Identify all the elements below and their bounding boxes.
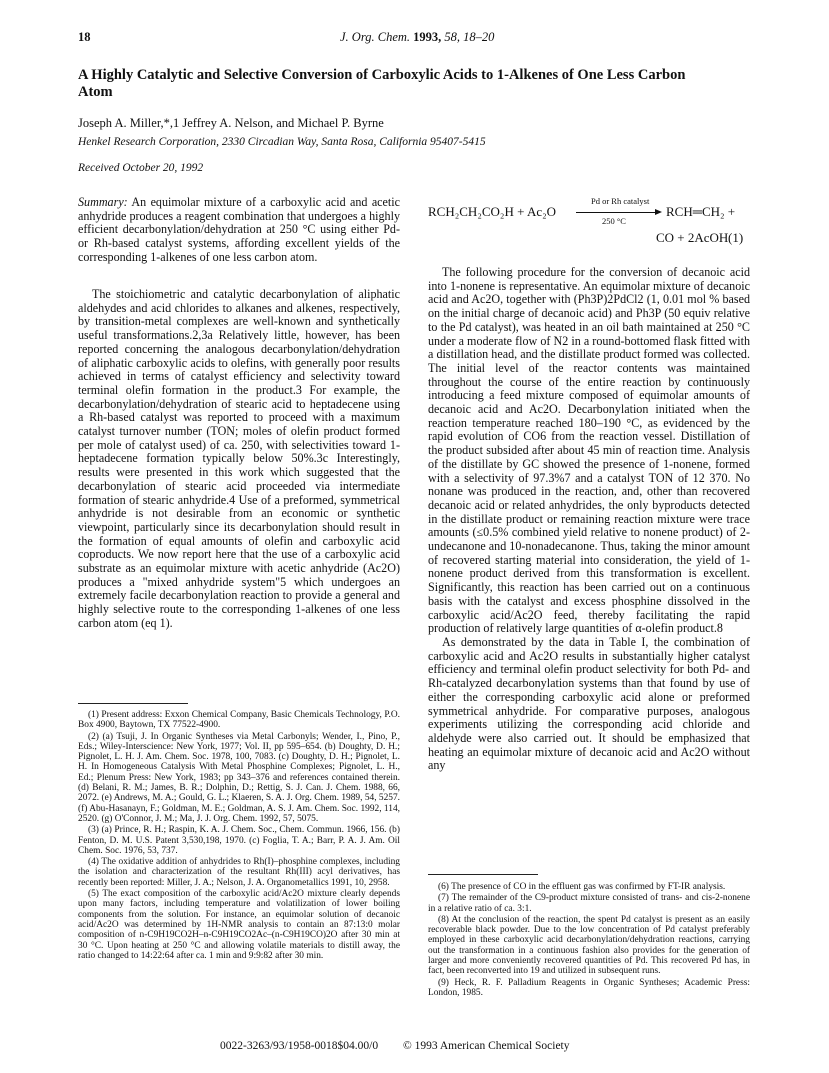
affiliation: Henkel Research Corporation, 2330 Circadian Way, Santa Rosa, California 95407-5415 — [78, 136, 486, 148]
reaction-arrow — [576, 212, 658, 213]
received-date: Received October 20, 1992 — [78, 162, 204, 174]
footnote: (9) Heck, R. F. Palladium Reagents in Organic Syntheses; Academic Press: London, 1985. — [428, 977, 750, 998]
summary-label: Summary: — [78, 195, 128, 209]
equation-catalyst-label: Pd or Rh catalyst — [591, 196, 650, 206]
footnote: (4) The oxidative addition of anhydrides to Rh(I)–phosphine complexes, including the isolation and characterization of the resultant Rh(III) acyl derivatives, has recently been reported: Miller, J. A.; Nelson, J. A. Organometallics 1991, 10, 2958. — [78, 857, 400, 888]
body-paragraph: The following procedure for the conversion of decanoic acid into 1-nonene is representative. An equimolar mixture of decanoic acid and Ac2O, together with (Ph3P)2PdCl2 (1, 0.01 mol % based on the initial charge of decanoic acid) and Ph3P (50 equiv relative to the Pd catalyst), was heated in an oil bath maintained at 250 °C under a moderate flow of N2 in a round-bottomed flask fitted with a distillation head, and the distillate product formed was collected. The initial level of the reactor contents was maintained throughout the course of the entire reaction by continuously introducing a feed mixture composed of equimolar amounts of decanoic acid and Ac2O. Decarbonylation initiated when the reaction temperature reached 180–190 °C, as evidenced by the rapid evolution of CO6 from the reaction vessel. Distillation of the product subsided after about 45 min of reaction time. Analysis of the distillate by GC showed the presence of 1-nonene, formed with a selectivity of 97.3%7 and a catalyst TON of 12 370. No nonane was produced in the reaction, and, other than recovered decanoic acid or related anhydrides, the only byproducts detected in the distillate product or remaining reaction mixture were trace amounts (≤0.5% combined yield relative to nonene product) of 2-undecanone and 10-nonadecanone. Thus, taking the minor amount of recovered starting material into consideration, the yield of 1-nonene product derived from this transformation is excellent. Significantly, this reaction has been carried out on a continuous basis with the catalyst and excess phosphine dissolved in the carboxylic acid/Ac2O feed, thereby facilitating the rapid production of relatively large quantities of α-olefin product.8 — [428, 265, 750, 636]
reaction-equation — [428, 196, 750, 256]
page-footer — [220, 1040, 570, 1052]
footnote: (7) The remainder of the C9-product mixture consisted of trans- and cis-2-nonene in a relative ratio of ca. 3:1. — [428, 893, 750, 914]
footnotes-left — [78, 710, 400, 962]
footnote: (3) (a) Prince, R. H.; Raspin, K. A. J. Chem. Soc., Chem. Commun. 1966, 156. (b) Fenton, D. M. U.S. Patent 3,530,198, 1970. (c) Foglia, T. A.; Barr, P. A. J. Am. Oil Chem. Soc. 1976, 53, 737. — [78, 825, 400, 856]
article-title: A Highly Catalytic and Selective Conversion of Carboxylic Acids to 1-Alkenes of One Less Carbon Atom — [78, 67, 686, 100]
article-code: 0022-3263/93/1958-0018$04.00/0 — [220, 1040, 379, 1052]
page-number: 18 — [78, 30, 91, 44]
summary-text: An equimolar mixture of a carboxylic acid and acetic anhydride produces a reagent combination that undergoes a highly efficient decarbonylation/dehydration at 250 °C using either Pd- or Rh-based catalyst systems, affording excellent yields of the corresponding 1-alkenes of one less carbon atom. — [78, 195, 401, 264]
footnote: (1) Present address: Exxon Chemical Company, Basic Chemicals Technology, P.O. Box 4900, Baytown, TX 77522-4900. — [78, 710, 400, 731]
equation-reactants: RCH₂CH₂CO₂H + Ac₂O — [428, 204, 557, 219]
body-paragraph: The stoichiometric and catalytic decarbonylation of aliphatic aldehydes and acid chlorides to alkanes and alkenes, respectively, by transition-metal complexes are well-known and synthetically useful transformations.2,3a Relatively little, however, has been reported concerning the analogous decarbonylation/dehydration of aliphatic carboxylic acids to olefins, with generally poor results achieved in terms of catalyst efficiency and selectivity toward terminal olefin formation in the product.3 For example, the decarbonylation/dehydration of stearic acid to heptadecene using a Rh-based catalyst was reported to proceed with a maximum catalyst turnover number (TON; moles of olefin product formed per mole of catalyst used) of ca. 250, with selectivities toward 1-heptadecene formation typically below 50%.3c Interestingly, results were presented in this work which suggested that the decarbonylation of stearic acid proceeded via intermediate formation of stearic anhydride.4 Use of a preformed, symmetrical anhydride is not desirable from an economic or synthetic viewpoint, particularly since its decarbonylation should result in the formation of equal amounts of olefin and carboxylic acid coproducts. We now report here that the use of a carboxylic acid substrate as an equimolar mixture with acetic anhydride (Ac2O) produces a "mixed anhydride system"5 which undergoes an extremely facile decarbonylation reaction to provide a general and highly selective route to the corresponding 1-alkenes of one less carbon atom (eq 1). — [78, 287, 400, 630]
equation-byproducts: CO + 2AcOH — [656, 230, 729, 245]
journal-year: 1993, — [413, 30, 442, 44]
right-column-body — [428, 266, 750, 773]
footnote-divider — [78, 703, 188, 704]
footnotes-right — [428, 882, 750, 999]
footnote: (5) The exact composition of the carboxylic acid/Ac2O mixture clearly depends upon many factors, including temperature and volatilization of lower boiling components from the solution. For instance, an equimolar solution of decanoic acid/Ac2O was determined by 1H-NMR analysis to contain an 87:13:0 molar composition of n-C9H19CO2H–n-C9H19CO2Ac–(n-C9H19CO)2O after 30 min at 30 °C. Upon heating at 250 °C and allowing volatile materials to distill away, the ratio changed to 14:22:64 after ca. 1 min and 9:9:82 after 30 min. — [78, 889, 400, 961]
footnote: (8) At the conclusion of the reaction, the spent Pd catalyst is present as an easily recoverable black powder. Due to the low concentration of Pd catalyst preferably employed in these carboxylic acid decarbonylation/dehydration reactions, carrying out the transformation in a continuous fashion also provides for the generation of larger and more conveniently recovered quantities of Pd. This recovered Pd has, in fact, been reconverted into 19 and utilized in subsequent runs. — [428, 914, 750, 977]
equation-product: RCH═CH₂ + — [666, 204, 736, 219]
journal-name: J. Org. Chem. — [340, 30, 411, 44]
footnote: (6) The presence of CO in the effluent gas was confirmed by FT-IR analysis. — [438, 882, 726, 892]
footnote-divider — [428, 874, 538, 875]
footnote: (2) (a) Tsuji, J. In Organic Syntheses via Metal Carbonyls; Wender, I., Pino, P., Eds.; Wiley-Interscience: New York, 1977; Vol. II, pp 595–654. (b) Doughty, D. H.; Pignolet, L. H. J. Am. Chem. Soc. 1978, 100, 7083. (c) Doughty, D. H.; Pignolet, L. H. In Homogeneous Catalysis With Metal Phosphine Complexes; Pignolet, L. H., Ed.; Plenum Press: New York, 1983; pp 343–376 and references contained therein. (d) Belani, R. M.; James, B. R.; Dolphin, D.; Rettig, S. J. Can. J. Chem. 1988, 66, 2072. (e) Andrews, M. A.; Gould, G. L.; Klaeren, S. A. J. Org. Chem. 1989, 54, 5257. (f) Abu-Hasanayn, F.; Goldman, M. E.; Goldman, A. S. J. Am. Chem. Soc. 1992, 114, 2520. (g) O'Connor, J. M.; Ma, J. J. Org. Chem. 1992, 57, 5075. — [78, 731, 400, 824]
equation-number: (1) — [728, 230, 744, 245]
arrow-head-icon — [655, 209, 662, 215]
journal-volume-pages: 58, 18–20 — [444, 30, 495, 44]
equation-temperature: 250 °C — [602, 216, 626, 226]
body-paragraph: As demonstrated by the data in Table I, the combination of carboxylic acid and Ac2O results in substantially higher catalyst efficiency and terminal olefin product selectivity for both Pd- and Rh-catalyzed decarbonylation systems than that found by use of either the corresponding carboxylic acid alone or preformed symmetrical anhydride. For comparative purposes, analogous experiments utilizing the corresponding acid chloride and aldehyde were also carried out. It should be emphasized that heating an equimolar mixture of decanoic acid and Ac2O without any — [428, 634, 750, 773]
copyright-notice: © 1993 American Chemical Society — [403, 1040, 570, 1052]
left-column-body — [78, 288, 400, 631]
author-list: Joseph A. Miller,*,1 Jeffrey A. Nelson, and Michael P. Byrne — [78, 116, 384, 130]
running-header — [340, 30, 494, 45]
summary-abstract — [78, 196, 400, 265]
